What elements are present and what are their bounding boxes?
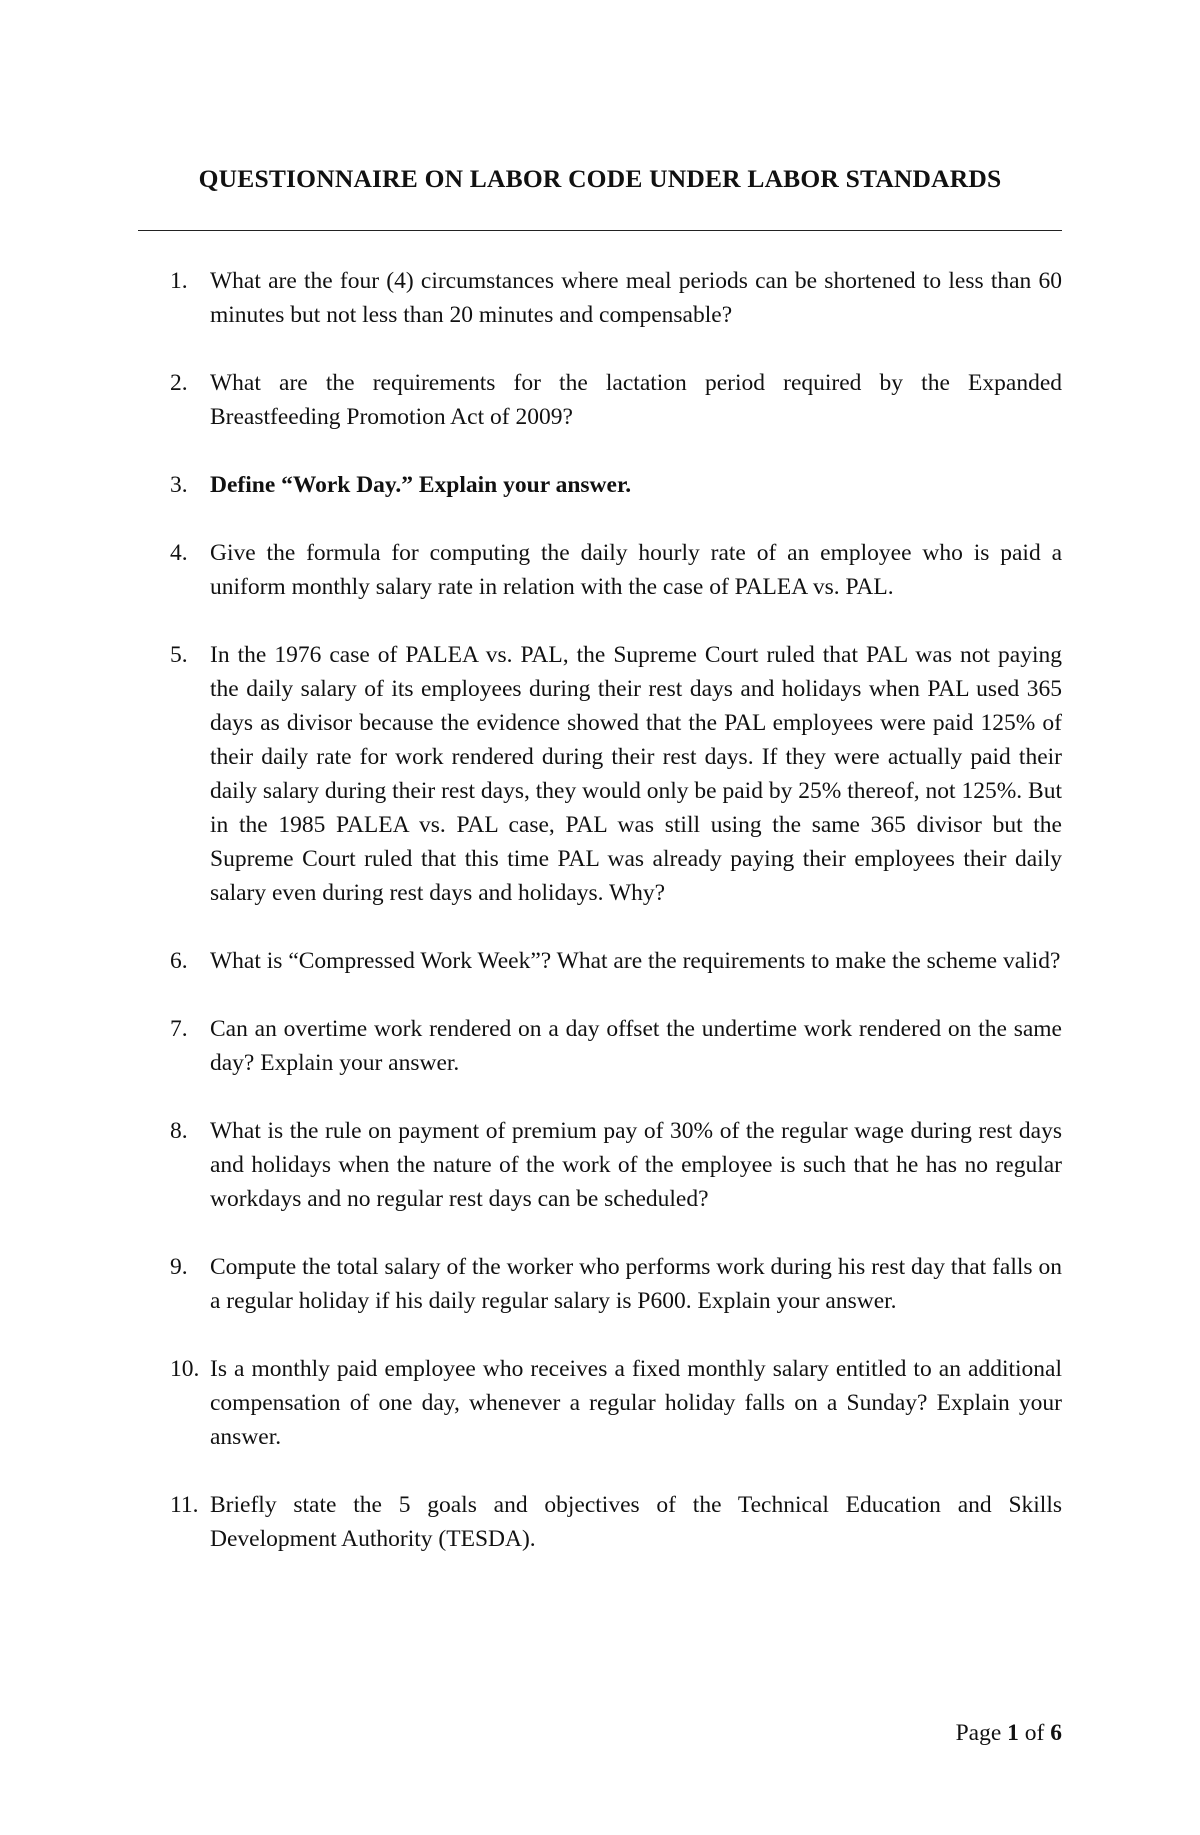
question-item — [138, 944, 1062, 978]
question-number: 9. — [170, 1254, 188, 1280]
page-footer — [956, 1718, 1062, 1748]
question-number: 11. — [170, 1492, 199, 1518]
page-total: 6 — [1050, 1720, 1062, 1746]
question-text: Can an overtime work rendered on a day offset the undertime work rendered on the same day? Explain your answer. — [210, 1016, 1062, 1076]
question-text: Compute the total salary of the worker who performs work during his rest day that falls on a regular holiday if his daily regular salary is P600. Explain your answer. — [210, 1254, 1062, 1314]
question-text: Define “Work Day.” Explain your answer. — [210, 472, 632, 498]
question-number: 8. — [170, 1118, 188, 1144]
question-text: What are the four (4) circumstances where meal periods can be shortened to less than 60 minutes but not less than 20 minutes and compensable? — [210, 268, 1062, 328]
question-number: 4. — [170, 540, 188, 566]
question-item — [138, 1012, 1062, 1080]
question-number: 2. — [170, 370, 188, 396]
question-item — [138, 1250, 1062, 1318]
question-text: Is a monthly paid employee who receives a fixed monthly salary entitled to an additional compensation of one day, whenever a regular holiday falls on a Sunday? Explain your answer. — [210, 1356, 1062, 1450]
question-number: 7. — [170, 1016, 188, 1042]
question-item — [138, 366, 1062, 434]
document-title: QUESTIONNAIRE ON LABOR CODE UNDER LABOR STANDARDS — [198, 164, 1002, 193]
question-text: Give the formula for computing the daily hourly rate of an employee who is paid a uniform monthly salary rate in relation with the case of PALEA vs. PAL. — [210, 540, 1062, 600]
question-text: In the 1976 case of PALEA vs. PAL, the Supreme Court ruled that PAL was not paying the daily salary of its employees during their rest days and holidays when PAL used 365 days as divisor because the evidence showed that the PAL employees were paid 125% of their daily rate for work rendered during their rest days. If they were actually paid their daily salary during their rest days, they would only be paid by 25% thereof, not 125%. But in the 1985 PALEA vs. PAL case, PAL was still using the same 365 divisor but the Supreme Court ruled that this time PAL was already paying their employees their daily salary even during rest days and holidays. Why? — [210, 642, 1062, 906]
question-item — [138, 1114, 1062, 1216]
question-item — [138, 264, 1062, 332]
question-text: Briefly state the 5 goals and objectives of the Technical Education and Skills Development Authority (TESDA). — [210, 1492, 1062, 1552]
title-divider — [138, 230, 1062, 231]
question-item — [138, 638, 1062, 910]
page-label: Page — [955, 1720, 1002, 1746]
question-number: 5. — [170, 642, 188, 668]
question-text: What is “Compressed Work Week”? What are the requirements to make the scheme valid? — [210, 948, 1061, 974]
question-number: 10. — [170, 1356, 200, 1382]
question-item — [138, 468, 1062, 502]
question-number: 6. — [170, 948, 188, 974]
question-text: What is the rule on payment of premium pay of 30% of the regular wage during rest days and holidays when the nature of the work of the employee is such that he has no regular workdays and no regular rest days can be scheduled? — [210, 1118, 1062, 1212]
question-number: 1. — [170, 268, 188, 294]
of-label: of — [1024, 1720, 1045, 1746]
question-item — [138, 1352, 1062, 1454]
question-list — [138, 264, 1062, 1590]
question-item — [138, 1488, 1062, 1556]
question-text: What are the requirements for the lactation period required by the Expanded Breastfeeding Promotion Act of 2009? — [210, 370, 1062, 430]
question-item — [138, 536, 1062, 604]
page-current: 1 — [1007, 1720, 1019, 1746]
question-number: 3. — [170, 472, 188, 498]
